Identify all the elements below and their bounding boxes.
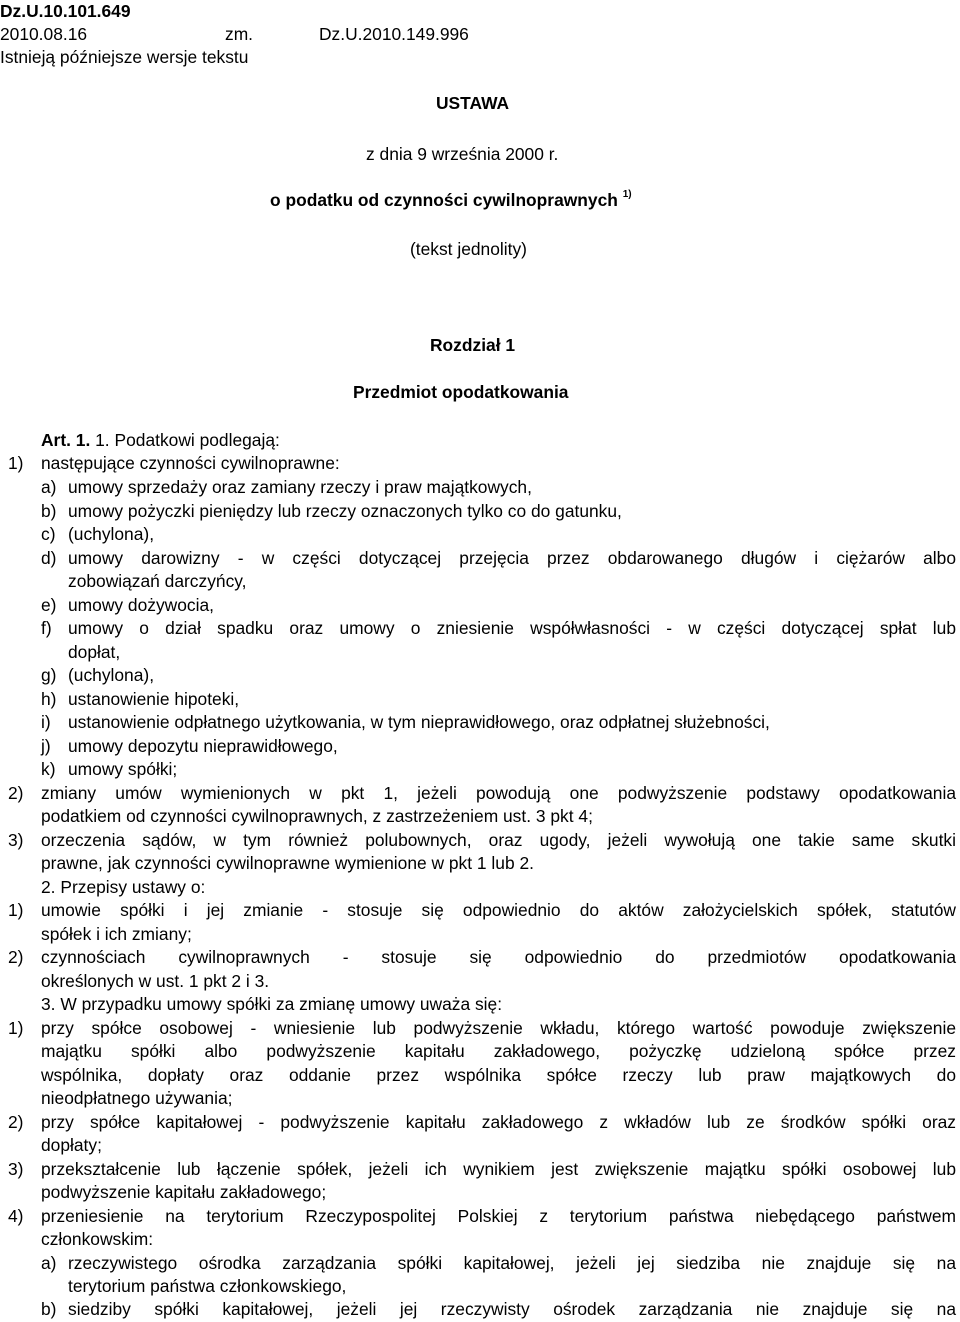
ust-2-point-1-line-2: spółek i ich zmiany;: [41, 924, 192, 944]
amended-reference: Dz.U.2010.149.996: [319, 24, 469, 44]
letter-k-number: k): [41, 759, 56, 779]
ust-3-point-4-letter-b-line-1: siedziby spółki kapitałowej, jeżeli jej rzeczywisty ośrodek zarządzania nie znajduje się na: [68, 1299, 956, 1319]
point-3-number: 3): [8, 830, 24, 850]
amended-label: zm.: [225, 24, 254, 44]
chapter-name: Przedmiot opodatkowania: [353, 382, 569, 402]
ust-3-point-1-line-1: przy spółce osobowej - wniesienie lub podwyższenie wkładu, którego wartość powoduje zwiększenie: [41, 1018, 956, 1038]
ust-3-point-3-line-2: podwyższenie kapitału zakładowego;: [41, 1182, 327, 1202]
letter-j-text: umowy depozytu nieprawidłowego,: [68, 736, 338, 756]
letter-h-number: h): [41, 689, 57, 709]
ust-1-number: 1.: [95, 430, 110, 450]
letter-a-text: umowy sprzedaży oraz zamiany rzeczy i praw majątkowych,: [68, 477, 532, 497]
ust-3-point-2-line-1: przy spółce kapitałowej - podwyższenie kapitału zakładowego z wkładów lub ze środków spółki oraz: [41, 1112, 956, 1132]
letter-i-number: i): [41, 712, 51, 732]
letter-h-text: ustanowienie hipoteki,: [68, 689, 240, 709]
versions-note: Istnieją późniejsze wersje tekstu: [0, 47, 249, 67]
document-date: 2010.08.16: [0, 24, 88, 44]
article-1-heading: [41, 429, 280, 452]
letter-k-text: umowy spółki;: [68, 759, 178, 779]
ust-2-heading: [41, 876, 205, 899]
letter-e-number: e): [41, 595, 57, 615]
ust-3-point-3-line-1: przekształcenie lub łączenie spółek, jeżeli ich wynikiem jest zwiększenie majątku spółki osobowej lub: [41, 1159, 956, 1179]
point-3-line-2: prawne, jak czynności cywilnoprawne wymienione w pkt 1 lub 2.: [41, 853, 534, 873]
chapter-number: Rozdział 1: [430, 335, 516, 355]
ust-3-point-3-number: 3): [8, 1159, 24, 1179]
ust-2-point-2-line-1: czynnościach cywilnoprawnych - stosuje się odpowiednio do przedmiotów opodatkowania: [41, 947, 956, 967]
letter-d-number: d): [41, 548, 57, 568]
ust-3-point-1-line-2: majątku spółki albo podwyższenie kapitału zakładowego, pożyczkę udzieloną spółce przez: [41, 1041, 956, 1061]
letter-f-line-1: umowy o dział spadku oraz umowy o zniesienie współwłasności - w części dotyczącej spłat lub: [68, 618, 956, 638]
letter-g-number: g): [41, 665, 57, 685]
footnote-marker: 1): [622, 189, 632, 201]
ust-2-point-2-line-2: określonych w ust. 1 pkt 2 i 3.: [41, 971, 270, 991]
ust-3-point-4-letter-a-line-2: terytorium państwa członkowskiego,: [68, 1276, 347, 1296]
point-3-line-1: orzeczenia sądów, w tym również polubownych, oraz ugody, jeżeli wywołują one takie same skutki: [41, 830, 956, 850]
act-status: (tekst jednolity): [410, 239, 527, 259]
ust-3-point-4-letter-b-number: b): [41, 1299, 57, 1319]
letter-a-number: a): [41, 477, 57, 497]
ust-3-number: 3.: [41, 994, 56, 1014]
ust-2-point-1-line-1: umowie spółki i jej zmianie - stosuje się odpowiednio do aktów założycielskich spółek, statutów: [41, 900, 956, 920]
ust-2-intro: Przepisy ustawy o:: [60, 877, 206, 897]
point-2-line-1: zmiany umów wymienionych w pkt 1, jeżeli powodują one podwyższenie podstawy opodatkowania: [41, 783, 956, 803]
letter-f-number: f): [41, 618, 52, 638]
ust-3-point-4-number: 4): [8, 1206, 24, 1226]
letter-f-line-2: dopłat,: [68, 642, 121, 662]
ust-2-point-1-number: 1): [8, 900, 24, 920]
act-date: z dnia 9 września 2000 r.: [366, 144, 559, 164]
letter-g-text: (uchylona),: [68, 665, 155, 685]
ust-3-intro: W przypadku umowy spółki za zmianę umowy uważa się:: [60, 994, 503, 1014]
letter-b-text: umowy pożyczki pieniędzy lub rzeczy oznaczonych tylko co do gatunku,: [68, 501, 622, 521]
ust-2-point-2-number: 2): [8, 947, 24, 967]
act-subject-text: o podatku od czynności cywilnoprawnych: [270, 190, 618, 210]
ust-3-point-1-line-4: nieodpłatnego używania;: [41, 1088, 233, 1108]
ust-2-number: 2.: [41, 877, 56, 897]
ust-3-point-2-number: 2): [8, 1112, 24, 1132]
article-label: Art. 1.: [41, 430, 91, 450]
letter-d-line-2: zobowiązań darczyńcy,: [68, 571, 247, 591]
letter-d-line-1: umowy darowizny - w części dotyczącej przejęcia przez obdarowanego długów i ciężarów albo: [68, 548, 956, 568]
ust-3-heading: [41, 993, 502, 1016]
point-2-number: 2): [8, 783, 24, 803]
letter-c-number: c): [41, 524, 56, 544]
document-reference: Dz.U.10.101.649: [0, 1, 131, 21]
point-1-text: następujące czynności cywilnoprawne:: [41, 453, 340, 473]
ust-3-point-4-letter-a-number: a): [41, 1253, 57, 1273]
ust-3-point-1-number: 1): [8, 1018, 24, 1038]
act-type: USTAWA: [436, 93, 510, 113]
ust-3-point-4-line-1: przeniesienie na terytorium Rzeczypospolitej Polskiej z terytorium państwa niebędącego państwem: [41, 1206, 956, 1226]
ust-3-point-4-letter-a-line-1: rzeczywistego ośrodka zarządzania spółki kapitałowej, jeżeli jej siedziba nie znajduje się na: [68, 1253, 956, 1273]
ust-3-point-1-line-3: wspólnika, dopłaty oraz oddanie przez wspólnika spółce rzeczy lub praw majątkowych do: [41, 1065, 956, 1085]
ust-3-point-2-line-2: dopłaty;: [41, 1135, 102, 1155]
ust-3-point-4-line-2: członkowskim:: [41, 1229, 154, 1249]
point-2-line-2: podatkiem od czynności cywilnoprawnych, z zastrzeżeniem ust. 3 pkt 4;: [41, 806, 593, 826]
letter-e-text: umowy dożywocia,: [68, 595, 214, 615]
letter-i-text: ustanowienie odpłatnego użytkowania, w tym nieprawidłowego, oraz odpłatnej służebności,: [68, 712, 770, 732]
letter-j-number: j): [41, 736, 51, 756]
point-1-number: 1): [8, 453, 24, 473]
letter-c-text: (uchylona),: [68, 524, 155, 544]
ust-1-intro: Podatkowi podlegają:: [114, 430, 280, 450]
letter-b-number: b): [41, 501, 57, 521]
act-subject: [270, 189, 632, 212]
